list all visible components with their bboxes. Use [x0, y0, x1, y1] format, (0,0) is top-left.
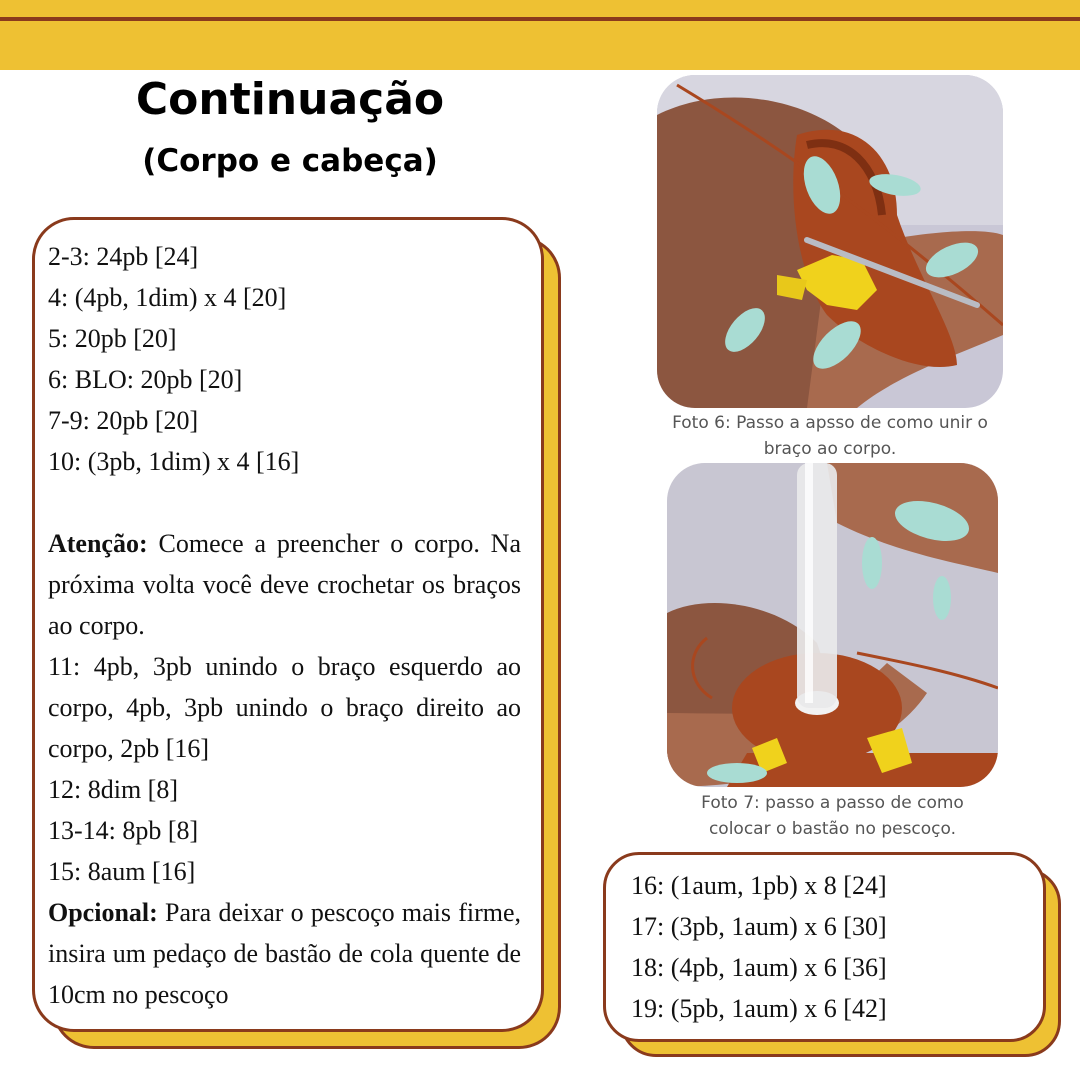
attention-text: Comece a preencher o corpo. Na próxima volta você deve crochetar os braços ao corpo. [48, 529, 521, 640]
round-row: 13-14: 8pb [8] [48, 816, 199, 845]
round-row: 19: (5pb, 1aum) x 6 [42] [631, 994, 887, 1023]
photo-7-neck-stick [667, 463, 998, 787]
round-row: 16: (1aum, 1pb) x 8 [24] [631, 871, 887, 900]
round-row: 2-3: 24pb [24] [48, 242, 199, 271]
rounds-list-2 [48, 769, 521, 892]
header-band [0, 0, 1080, 70]
optional-text: Para deixar o pescoço mais firme, insira um pedaço de bastão de cola quente de 10cm no pescoço [48, 898, 521, 1009]
round-row: 15: 8aum [16] [48, 857, 196, 886]
rounds-list-1 [48, 236, 521, 482]
photo-6-caption: Foto 6: Passo a apsso de como unir o braço ao corpo. [672, 413, 988, 459]
header-stripe [0, 17, 1080, 21]
optional-note [48, 892, 521, 1015]
round-row: 7-9: 20pb [20] [48, 406, 199, 435]
photo-7-caption: Foto 7: passo a passo de como colocar o bastão no pescoço. [701, 793, 964, 839]
page-title: Continuação [135, 74, 445, 125]
page-subtitle: (Corpo e cabeça) [142, 143, 438, 179]
rounds-list-3 [631, 865, 1043, 1029]
right-instructions-card [603, 852, 1046, 1042]
round-11: 11: 4pb, 3pb unindo o braço esquerdo ao corpo, 4pb, 3pb unindo o braço direito ao corpo, 2pb [16] [48, 652, 521, 763]
round-row: 5: 20pb [20] [48, 324, 177, 353]
round-row: 12: 8dim [8] [48, 775, 178, 804]
left-instructions-card [32, 217, 544, 1032]
round-row: 6: BLO: 20pb [20] [48, 365, 243, 394]
attention-label: Atenção: [48, 529, 148, 558]
round-row: 17: (3pb, 1aum) x 6 [30] [631, 912, 887, 941]
round-row: 18: (4pb, 1aum) x 6 [36] [631, 953, 887, 982]
photo-7-illustration [667, 463, 998, 787]
round-row: 4: (4pb, 1dim) x 4 [20] [48, 283, 287, 312]
optional-label: Opcional: [48, 898, 158, 927]
round-row: 10: (3pb, 1dim) x 4 [16] [48, 447, 300, 476]
photo-6-illustration [657, 75, 1003, 408]
photo-6-arm-joining [657, 75, 1003, 408]
attention-note [48, 523, 521, 646]
